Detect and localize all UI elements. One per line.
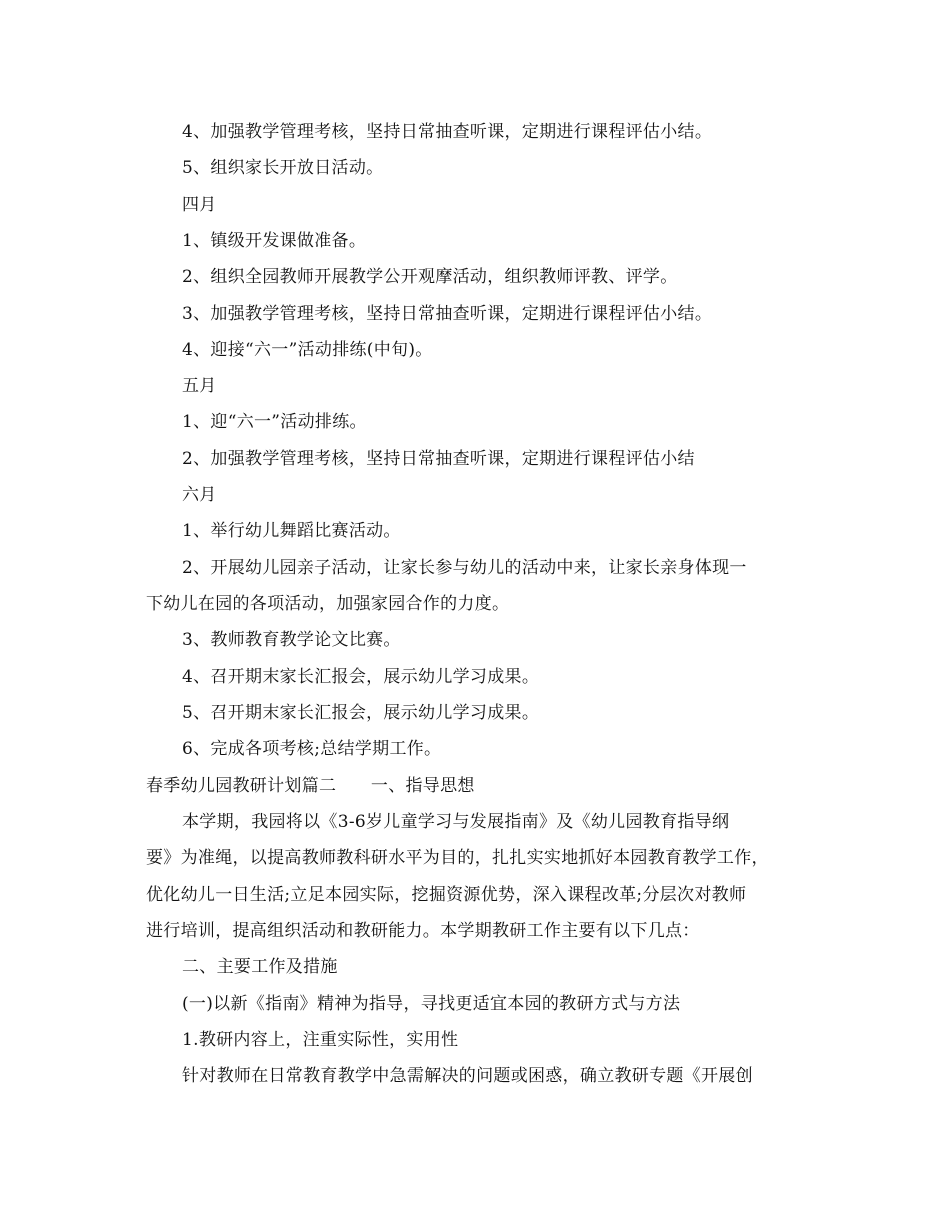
text-line: 3、加强教学管理考核，坚持日常抽查听课，定期进行课程评估小结。 <box>182 304 713 324</box>
text-line: 5、召开期末家长汇报会，展示幼儿学习成果。 <box>182 703 540 723</box>
month-heading: 六月 <box>182 485 217 505</box>
text-line: 4、召开期末家长汇报会，展示幼儿学习成果。 <box>182 667 540 687</box>
text-line: 4、加强教学管理考核，坚持日常抽查听课，定期进行课程评估小结。 <box>182 122 713 142</box>
text-line: 6、完成各项考核;总结学期工作。 <box>182 739 442 759</box>
text-line: 2、组织全园教师开展教学公开观摩活动，组织教师评教、评学。 <box>182 267 678 287</box>
section-title: 春季幼儿园教研计划篇二 一、指导思想 <box>146 776 475 796</box>
text-line: 本学期，我园将以《3-6岁儿童学习与发展指南》及《幼儿园教育指导纲 <box>182 812 730 832</box>
text-line: 2、加强教学管理考核，坚持日常抽查听课，定期进行课程评估小结 <box>182 449 695 469</box>
subsection-heading: 二、主要工作及措施 <box>182 957 338 977</box>
month-heading: 五月 <box>182 376 217 396</box>
text-line: 优化幼儿一日生活;立足本园实际，挖掘资源优势，深入课程改革;分层次对教师 <box>146 885 747 905</box>
text-line: 2、开展幼儿园亲子活动，让家长参与幼儿的活动中来，让家长亲身体现一 <box>182 558 747 578</box>
text-line: 进行培训，提高组织活动和教研能力。本学期教研工作主要有以下几点： <box>146 921 700 941</box>
text-line: 1.教研内容上，注重实际性，实用性 <box>182 1030 459 1050</box>
text-line: 1、举行幼儿舞蹈比赛活动。 <box>182 521 401 541</box>
text-line: 要》为准绳，以提高教师教科研水平为目的，扎扎实实地抓好本园教育教学工作， <box>146 848 769 868</box>
text-line: 3、教师教育教学论文比赛。 <box>182 630 401 650</box>
text-line: 针对教师在日常教育教学中急需解决的问题或困惑，确立教研专题《开展创 <box>182 1066 753 1086</box>
text-line: 1、镇级开发课做准备。 <box>182 231 367 251</box>
text-line: 1、迎“六一”活动排练。 <box>182 412 367 432</box>
month-heading: 四月 <box>182 195 217 215</box>
text-line: 5、组织家长开放日活动。 <box>182 158 384 178</box>
text-line: (一)以新《指南》精神为指导，寻找更适宜本园的教研方式与方法 <box>182 994 681 1014</box>
text-line: 下幼儿在园的各项活动，加强家园合作的力度。 <box>146 594 510 614</box>
text-line: 4、迎接“六一”活动排练(中旬)。 <box>182 340 433 360</box>
